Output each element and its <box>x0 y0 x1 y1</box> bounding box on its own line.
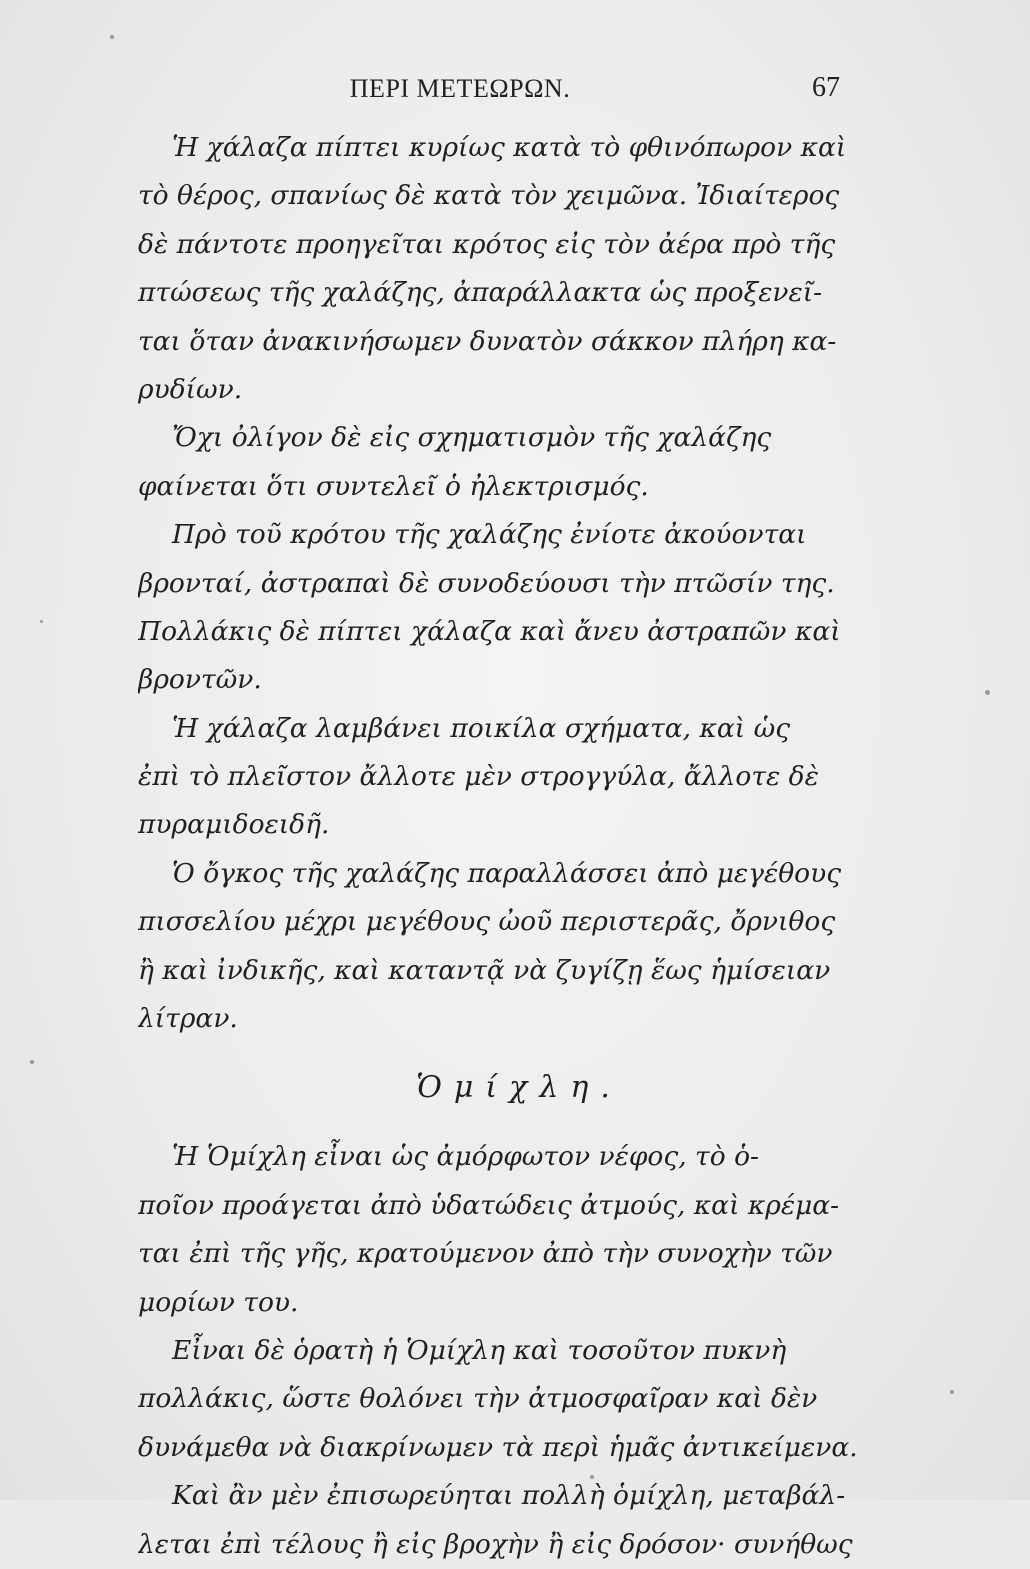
text-line: φαίνεται ὅτι συντελεῖ ὁ ἠλεκτρισμός. <box>138 470 649 502</box>
print-speck <box>110 35 114 39</box>
text-line: λεται ἐπὶ τέλους ἢ εἰς βροχὴν ἢ εἰς δρόσον· συνήθως <box>138 1528 853 1560</box>
section-heading: Ὁμίχλη. <box>416 1070 622 1106</box>
text-line: ρυδίων. <box>138 373 243 405</box>
text-line: Ἡ Ὁμίχλη εἶναι ὡς ἀμόρφωτον νέφος, τὸ ὁ- <box>172 1141 759 1173</box>
text-line: τὸ θέρος, σπανίως δὲ κατὰ τὸν χειμῶνα. Ἰδιαίτερος <box>138 180 840 212</box>
text-line: Ἡ χάλαζα λαμβάνει ποικίλα σχήματα, καὶ ὡς <box>172 712 791 744</box>
paragraphs-after <box>138 1133 860 1569</box>
running-head <box>140 70 840 110</box>
paragraph <box>138 1327 860 1472</box>
text-line: πολλάκις, ὥστε θολόνει τὴν ἀτμοσφαῖραν καὶ δὲν <box>138 1383 818 1415</box>
text-line: ἐπὶ τὸ πλεῖστον ἄλλοτε μὲν στρογγύλα, ἄλλοτε δὲ <box>138 761 819 793</box>
paragraph <box>138 1133 860 1327</box>
print-speck <box>590 1475 594 1479</box>
text-line: Ὄχι ὀλίγον δὲ εἰς σχηματισμὸν τῆς χαλάζης <box>172 422 772 454</box>
text-line: βρονταί, ἀστραπαὶ δὲ συνοδεύουσι τὴν πτῶσίν της. <box>138 567 835 599</box>
text-line: Καὶ ἂν μὲν ἐπισωρεύηται πολλὴ ὁμίχλη, μεταβάλ- <box>172 1480 846 1512</box>
text-line: Πολλάκις δὲ πίπτει χάλαζα καὶ ἄνευ ἀστραπῶν καὶ <box>138 615 841 647</box>
paragraphs-before <box>138 124 860 1043</box>
text-line: πισσελίου μέχρι μεγέθους ὠοῦ περιστερᾶς, ὄρνιθος <box>138 906 836 938</box>
print-speck <box>950 1390 954 1394</box>
text-line: δυνάμεθα νὰ διακρίνωμεν τὰ περὶ ἡμᾶς ἀντικείμενα. <box>138 1431 858 1463</box>
text-line: βροντῶν. <box>138 664 262 696</box>
paragraph <box>138 414 860 511</box>
text-line: ἢ καὶ ἰνδικῆς, καὶ καταντᾷ νὰ ζυγίζῃ ἕως ἡμίσειαν <box>138 954 831 986</box>
text-line: δὲ πάντοτε προηγεῖται κρότος εἰς τὸν ἀέρα πρὸ τῆς <box>138 228 836 260</box>
text-line: πυραμιδοειδῆ. <box>138 809 330 841</box>
text-line: Ἡ χάλαζα πίπτει κυρίως κατὰ τὸ φθινόπωρον καὶ <box>172 132 847 163</box>
paragraph <box>138 850 860 1044</box>
running-title: ΠΕΡΙ ΜΕΤΕΩΡΩΝ. <box>349 74 571 103</box>
text-line: Πρὸ τοῦ κρότου τῆς χαλάζης ἐνίοτε ἀκούονται <box>172 519 807 551</box>
text-line: ται ἐπὶ τῆς γῆς, κρατούμενον ἀπὸ τὴν συνοχὴν τῶν <box>138 1238 833 1270</box>
text-line: μορίων του. <box>138 1286 299 1318</box>
text-line: ται ὅταν ἀνακινήσωμεν δυνατὸν σάκκον πλήρη κα- <box>138 325 837 357</box>
text-line: ποῖον προάγεται ἀπὸ ὑδατώδεις ἀτμούς, καὶ κρέμα- <box>138 1189 840 1221</box>
body-text <box>138 124 860 1569</box>
paragraph <box>138 124 860 414</box>
text-line: λίτραν. <box>138 1003 238 1035</box>
paragraph <box>138 1472 860 1569</box>
text-line: Ὁ ὄγκος τῆς χαλάζης παραλλάσσει ἀπὸ μεγέθους <box>172 857 842 889</box>
print-speck <box>30 1060 34 1064</box>
page-number: 67 <box>812 72 840 103</box>
text-line: Εἶναι δὲ ὁρατὴ ἡ Ὁμίχλη καὶ τοσοῦτον πυκνὴ <box>172 1334 787 1366</box>
print-speck <box>40 620 43 623</box>
paragraph <box>138 511 860 705</box>
paragraph <box>138 705 860 850</box>
text-line: πτώσεως τῆς χαλάζης, ἀπαράλλακτα ὡς προξενεῖ- <box>138 277 823 309</box>
print-speck <box>985 690 990 695</box>
